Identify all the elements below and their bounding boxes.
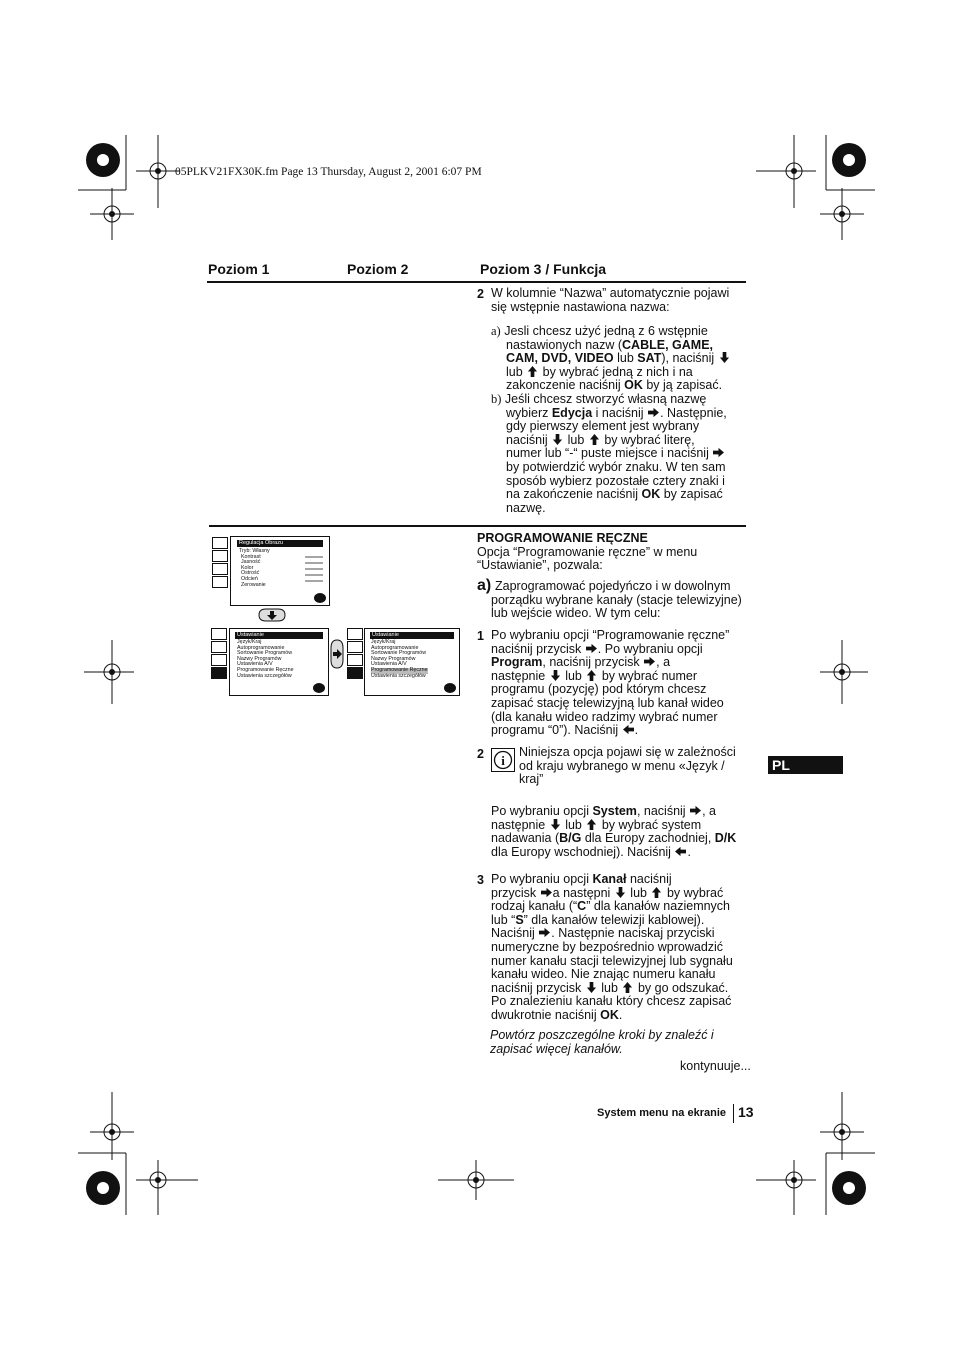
step3-text: Po wybraniu opcji Kanał naciśnij przycisk a następni lub by wybrać rodzaj kanału (“C” dla kanałów naziemnych lub “S” dla kanałów telewizji kablowej). Naciśnij . Następnie naciskaj przyciski numeryczne by bezpośrednio wprowadzić numer kanału stacji telewizyjnej lub sygnału kanału wideo. Nie znając numeru kanału naciśnij przycisk lub by go odszukać. Po znalezieniu kanału który chcesz zapisać dwukrotnie naciśnij OK. [491, 872, 733, 1022]
arrow-down-icon [549, 819, 562, 830]
continue-text: kontynuuje... [680, 1059, 751, 1073]
arrow-right-icon [712, 447, 725, 458]
print-header: 05PLKV21FX30K.fm Page 13 Thursday, August 2, 2001 6:07 PM [175, 166, 482, 178]
column-header-level1: Poziom 1 [208, 261, 270, 277]
section-rule [209, 525, 746, 527]
arrow-down-icon [585, 982, 598, 993]
menu-items: Tryb: Własny Kontrast Jasność Kolor Ostrość Odcień Zerowanie [239, 548, 270, 588]
svg-text:i: i [501, 753, 505, 768]
arrow-right-icon [538, 927, 551, 938]
timer-icon [212, 563, 228, 575]
highlighted-item: Programowanie Ręczne [371, 666, 428, 673]
menu-items: Język/Kraj Autoprogramowanie Sortowanie Programów Nazwy Programów Ustawienia A/V Programowanie Ręczne Ustawienia szczegółów [237, 639, 294, 679]
arrow-up-icon [585, 670, 598, 681]
step1-text: Po wybraniu opcji “Programowanie ręczne” naciśnij przycisk . Po wybraniu opcji Program, naciśnij przycisk , a następnie lub by wybrać numer programu (pozycję) pod którym chcesz zapisać stację telewizyjną lub kanał wideo (dla kanału wideo radzimy wybrać numer programu “0”). Naciśnij . [491, 628, 730, 738]
section-title: PROGRAMOWANIE RĘCZNE [477, 531, 648, 545]
timer-icon [211, 654, 227, 666]
step-number: 3 [477, 873, 484, 887]
arrow-down-icon [718, 352, 731, 363]
down-key-icon [256, 607, 288, 623]
step2-text: Po wybraniu opcji System, naciśnij , a następnie lub by wybrać system nadawania (B/G dla Europy zachodniej, D/K dla Europy wschodniej). Naciśnij . [491, 804, 737, 859]
sound-icon [347, 641, 363, 653]
arrow-right-icon [585, 643, 598, 654]
picture-menu [230, 536, 330, 606]
footer-section: System menu na ekranie [597, 1107, 727, 1119]
arrow-right-icon [647, 407, 660, 418]
setup-icon [212, 576, 228, 588]
picture-icon [347, 628, 363, 640]
arrow-left-icon [622, 724, 635, 735]
option-a-label: a) [477, 577, 492, 594]
arrow-up-icon [526, 366, 539, 377]
column-header-level3: Poziom 3 / Funkcja [480, 261, 607, 277]
timer-icon [347, 654, 363, 666]
page-number: 13 [738, 1104, 754, 1120]
header-rule [207, 281, 746, 283]
step2-note: Niniejsza opcja pojawi się w zależności od kraju wybranego w menu «Język / kraj” [519, 745, 736, 787]
info-icon [491, 748, 515, 772]
picture-icon [212, 537, 228, 549]
language-tab: PL [768, 756, 843, 774]
menu-title: Regulacja Obrazu [237, 540, 323, 547]
ok-icon [444, 683, 456, 693]
arrow-up-icon [621, 982, 634, 993]
arrow-right-icon [689, 805, 702, 816]
arrow-left-icon [674, 846, 687, 857]
ok-icon [314, 593, 326, 603]
ok-icon [313, 683, 325, 693]
menu-items: Język/Kraj Autoprogramowanie Sortowanie Programów Nazwy Programów Ustawienia A/V Programowanie Ręczne Ustawienia szczegółów [371, 639, 428, 679]
arrow-right-icon [540, 887, 553, 898]
sound-icon [212, 550, 228, 562]
setup-icon [211, 667, 227, 679]
setup-menu [229, 628, 329, 696]
arrow-right-icon [643, 656, 656, 667]
arrow-down-icon [549, 670, 562, 681]
footer-divider [733, 1104, 734, 1123]
column-header-level2: Poziom 2 [347, 261, 409, 277]
arrow-down-icon [614, 887, 627, 898]
option-a-block: a) Jesli chcesz użyć jedną z 6 wstępnie nastawionych nazw (CABLE, GAME, CAM, DVD, VIDEO lub SAT), naciśnij lub by wybrać jedną z nich i na zakonczenie naciśnij OK by ją zapisać. b) Jeśli chcesz stworzyć własną nazwę wybierz Edycja i naciśnij . Następnie, gdy pierwszy element jest wybrany naciśnij lub by wybrać literę, numer lub “-“ puste miejsce i naciśnij by potwierdzić wybór znaku. W ten sam sposób wybierz pozostałe cztery znaki i na zakończenie naciśnij OK by zapisać nazwę. [491, 325, 753, 515]
right-key-icon [329, 638, 345, 670]
menu-title: Ustawianie [370, 632, 454, 639]
step-number: 2 [477, 287, 484, 301]
sound-icon [211, 641, 227, 653]
arrow-up-icon [650, 887, 663, 898]
step2-text: W kolumnie “Nazwa” automatycznie pojawi się wstępnie nastawiona nazwa: [491, 286, 730, 314]
step-number: 1 [477, 629, 484, 643]
arrow-up-icon [588, 434, 601, 445]
section2-intro: PROGRAMOWANIE RĘCZNE Opcja “Programowanie ręczne” w menu “Ustawianie”, pozwala: [477, 532, 749, 573]
arrow-up-icon [585, 819, 598, 830]
menu-title: Ustawianie [235, 632, 323, 639]
option-a-text: Zaprogramować pojedyńczo i w dowolnym porządku wybrane kanały (stacje telewizyjne) lub wejście wideo. W tym celu: [491, 579, 742, 621]
arrow-down-icon [551, 434, 564, 445]
setup-icon [347, 667, 363, 679]
repeat-note: Powtórz poszczególne kroki by znaleźć i zapisać więcej kanałów. [490, 1028, 714, 1056]
setup-menu-manual [364, 628, 460, 696]
slider-bars [303, 555, 325, 589]
picture-icon [211, 628, 227, 640]
step-number: 2 [477, 747, 484, 761]
